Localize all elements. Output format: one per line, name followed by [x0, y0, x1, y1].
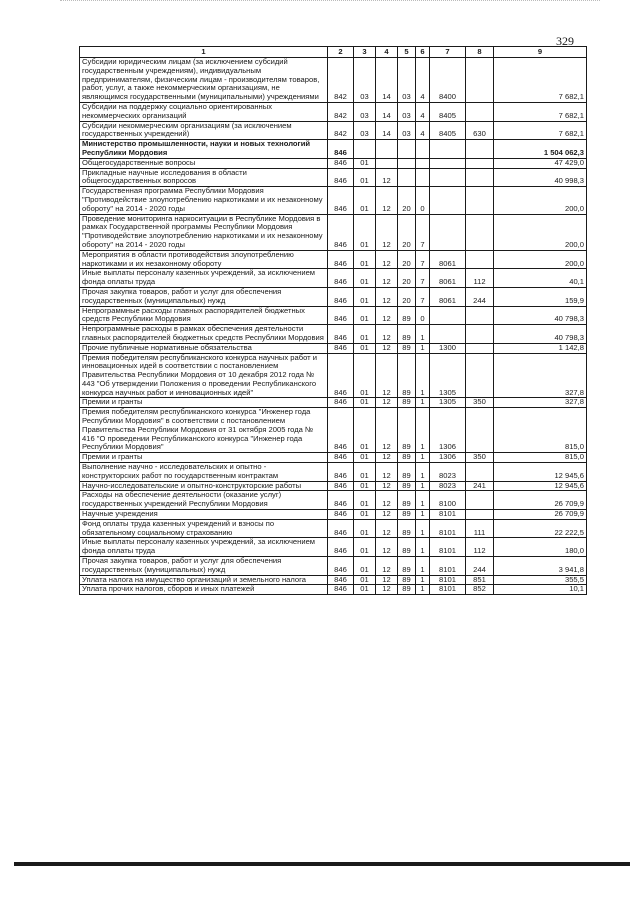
cell-admin-code: 846 [328, 214, 354, 250]
cell-item-name: Субсидии некоммерческим организациям (за исключением государственных учреждений) [80, 121, 328, 140]
cell-section-code: 01 [354, 269, 376, 288]
page-number: 329 [556, 34, 574, 48]
budget-table [79, 46, 587, 595]
cell-amount: 200,0 [494, 250, 587, 269]
cell-subsection-code: 12 [376, 453, 398, 463]
cell-item-name: Общегосударственные вопросы [80, 158, 328, 168]
cell-admin-code: 846 [328, 519, 354, 538]
cell-admin-code: 846 [328, 140, 354, 159]
cell-amount: 40,1 [494, 269, 587, 288]
cell-program-code: 89 [398, 519, 416, 538]
cell-amount: 200,0 [494, 214, 587, 250]
cell-admin-code: 846 [328, 463, 354, 482]
cell-admin-code: 846 [328, 585, 354, 595]
cell-target-code [430, 325, 466, 344]
cell-admin-code: 846 [328, 269, 354, 288]
cell-subsection-code: 12 [376, 491, 398, 510]
cell-amount: 12 945,6 [494, 481, 587, 491]
cell-section-code: 01 [354, 538, 376, 557]
cell-target-code: 8101 [430, 557, 466, 576]
cell-subsection-code: 12 [376, 575, 398, 585]
cell-item-name: Премии и гранты [80, 398, 328, 408]
cell-admin-code: 846 [328, 250, 354, 269]
cell-admin-code: 846 [328, 168, 354, 187]
cell-admin-code: 846 [328, 453, 354, 463]
cell-admin-code: 842 [328, 121, 354, 140]
cell-subprogram-code: 1 [416, 519, 430, 538]
cell-expense-type [466, 158, 494, 168]
cell-expense-type [466, 58, 494, 103]
table-row [80, 481, 587, 491]
cell-section-code: 01 [354, 481, 376, 491]
col-header-8: 8 [466, 47, 494, 58]
cell-subsection-code: 12 [376, 510, 398, 520]
cell-section-code: 01 [354, 575, 376, 585]
cell-item-name: Научно-исследовательские и опытно-конструкторские работы [80, 481, 328, 491]
cell-expense-type: 350 [466, 453, 494, 463]
cell-target-code: 8101 [430, 585, 466, 595]
cell-program-code: 20 [398, 214, 416, 250]
cell-subprogram-code: 1 [416, 343, 430, 353]
cell-subprogram-code: 1 [416, 353, 430, 398]
cell-section-code: 01 [354, 557, 376, 576]
cell-subsection-code: 12 [376, 481, 398, 491]
cell-program-code: 20 [398, 187, 416, 214]
cell-amount: 200,0 [494, 187, 587, 214]
cell-subsection-code: 12 [376, 585, 398, 595]
cell-admin-code: 842 [328, 102, 354, 121]
table-row [80, 510, 587, 520]
cell-program-code: 89 [398, 510, 416, 520]
table-header-row [80, 47, 587, 58]
cell-expense-type [466, 343, 494, 353]
cell-expense-type [466, 491, 494, 510]
cell-item-name: Иные выплаты персоналу казенных учреждений, за исключением фонда оплаты труда [80, 538, 328, 557]
cell-subsection-code: 12 [376, 463, 398, 482]
cell-admin-code: 846 [328, 187, 354, 214]
cell-expense-type: 112 [466, 269, 494, 288]
cell-amount: 40 798,3 [494, 325, 587, 344]
cell-admin-code: 846 [328, 557, 354, 576]
cell-target-code: 8023 [430, 463, 466, 482]
cell-amount: 3 941,8 [494, 557, 587, 576]
table-row [80, 269, 587, 288]
cell-section-code: 01 [354, 353, 376, 398]
cell-section-code: 01 [354, 325, 376, 344]
col-header-6: 6 [416, 47, 430, 58]
cell-item-name: Научные учреждения [80, 510, 328, 520]
cell-target-code: 8101 [430, 519, 466, 538]
cell-expense-type [466, 408, 494, 453]
cell-admin-code: 846 [328, 408, 354, 453]
cell-subprogram-code: 1 [416, 463, 430, 482]
cell-subsection-code: 12 [376, 250, 398, 269]
cell-item-name: Субсидии на поддержку социально ориентированных некоммерческих организаций [80, 102, 328, 121]
cell-program-code: 89 [398, 575, 416, 585]
cell-admin-code: 846 [328, 325, 354, 344]
cell-target-code: 1306 [430, 408, 466, 453]
cell-target-code [430, 214, 466, 250]
cell-item-name: Премия победителям республиканского конкурса "Инженер года Республики Мордовия" в соответствии с постановлением Правительства Республики Мордовия от 31 октября 2005 года № 416 "О проведении Республиканского конкурса "Инженер года Республики Мордовия" [80, 408, 328, 453]
cell-amount: 26 709,9 [494, 491, 587, 510]
cell-expense-type: 852 [466, 585, 494, 595]
cell-amount: 40 998,3 [494, 168, 587, 187]
cell-program-code: 89 [398, 343, 416, 353]
cell-program-code: 20 [398, 250, 416, 269]
cell-item-name: Проведение мониторинга наркоситуации в Республике Мордовия в рамках Государственной программы Республики Мордовия "Противодействие злоупотреблению наркотиками и их незаконному обороту" на 2014 - 2020 годы [80, 214, 328, 250]
cell-target-code: 8400 [430, 58, 466, 103]
cell-subprogram-code [416, 140, 430, 159]
table-row [80, 453, 587, 463]
table-row [80, 491, 587, 510]
cell-admin-code: 846 [328, 306, 354, 325]
cell-expense-type: 111 [466, 519, 494, 538]
cell-section-code: 01 [354, 214, 376, 250]
cell-subprogram-code: 7 [416, 250, 430, 269]
cell-subsection-code: 12 [376, 557, 398, 576]
cell-section-code: 01 [354, 250, 376, 269]
table-row [80, 250, 587, 269]
cell-section-code: 01 [354, 306, 376, 325]
cell-amount: 159,9 [494, 287, 587, 306]
cell-target-code [430, 140, 466, 159]
table-row [80, 325, 587, 344]
cell-expense-type [466, 510, 494, 520]
cell-subsection-code [376, 158, 398, 168]
cell-section-code: 01 [354, 519, 376, 538]
cell-program-code: 89 [398, 453, 416, 463]
cell-expense-type [466, 353, 494, 398]
cell-target-code: 8405 [430, 121, 466, 140]
table-row [80, 168, 587, 187]
cell-item-name: Прочие публичные нормативные обязательства [80, 343, 328, 353]
table-row [80, 408, 587, 453]
cell-subsection-code: 12 [376, 168, 398, 187]
table-row [80, 575, 587, 585]
cell-admin-code: 846 [328, 343, 354, 353]
cell-subsection-code: 12 [376, 287, 398, 306]
cell-subsection-code [376, 140, 398, 159]
cell-expense-type [466, 214, 494, 250]
cell-subprogram-code: 7 [416, 214, 430, 250]
cell-item-name: Прочая закупка товаров, работ и услуг для обеспечения государственных (муниципальных) нужд [80, 557, 328, 576]
cell-section-code [354, 140, 376, 159]
cell-subprogram-code: 0 [416, 187, 430, 214]
cell-target-code: 8061 [430, 269, 466, 288]
cell-subsection-code: 14 [376, 58, 398, 103]
cell-subsection-code: 12 [376, 325, 398, 344]
table-row [80, 463, 587, 482]
cell-amount: 327,8 [494, 398, 587, 408]
cell-subsection-code: 14 [376, 102, 398, 121]
cell-amount: 47 429,0 [494, 158, 587, 168]
cell-expense-type: 241 [466, 481, 494, 491]
cell-admin-code: 846 [328, 287, 354, 306]
cell-amount: 7 682,1 [494, 121, 587, 140]
cell-section-code: 01 [354, 463, 376, 482]
cell-item-name: Министерство промышленности, науки и новых технологий Республики Мордовия [80, 140, 328, 159]
cell-amount: 12 945,6 [494, 463, 587, 482]
cell-item-name: Непрограммные расходы в рамках обеспечения деятельности главных распорядителей бюджетных средств Республики Мордовия [80, 325, 328, 344]
cell-amount: 1 504 062,3 [494, 140, 587, 159]
cell-section-code: 03 [354, 102, 376, 121]
col-header-1: 1 [80, 47, 328, 58]
table-body [80, 58, 587, 595]
cell-expense-type: 630 [466, 121, 494, 140]
cell-subprogram-code: 1 [416, 408, 430, 453]
cell-target-code: 8101 [430, 575, 466, 585]
cell-target-code [430, 158, 466, 168]
cell-subprogram-code: 1 [416, 585, 430, 595]
col-header-2: 2 [328, 47, 354, 58]
col-header-4: 4 [376, 47, 398, 58]
cell-target-code [430, 187, 466, 214]
cell-subprogram-code: 1 [416, 510, 430, 520]
cell-section-code: 03 [354, 121, 376, 140]
cell-subprogram-code: 7 [416, 287, 430, 306]
table-row [80, 557, 587, 576]
cell-amount: 355,5 [494, 575, 587, 585]
scan-top-edge [60, 0, 600, 2]
cell-subprogram-code: 4 [416, 102, 430, 121]
cell-target-code: 8100 [430, 491, 466, 510]
cell-item-name: Уплата прочих налогов, сборов и иных платежей [80, 585, 328, 595]
cell-program-code: 03 [398, 58, 416, 103]
cell-subsection-code: 12 [376, 353, 398, 398]
cell-subsection-code: 14 [376, 121, 398, 140]
cell-target-code [430, 306, 466, 325]
cell-expense-type: 851 [466, 575, 494, 585]
cell-subsection-code: 12 [376, 269, 398, 288]
cell-amount: 327,8 [494, 353, 587, 398]
cell-program-code: 03 [398, 102, 416, 121]
cell-program-code: 89 [398, 557, 416, 576]
cell-program-code: 20 [398, 287, 416, 306]
cell-amount: 7 682,1 [494, 102, 587, 121]
cell-section-code: 01 [354, 585, 376, 595]
cell-subsection-code: 12 [376, 187, 398, 214]
cell-target-code [430, 168, 466, 187]
cell-subprogram-code: 1 [416, 325, 430, 344]
cell-item-name: Уплата налога на имущество организаций и земельного налога [80, 575, 328, 585]
cell-item-name: Непрограммные расходы главных распорядителей бюджетных средств Республики Мордовия [80, 306, 328, 325]
col-header-9: 9 [494, 47, 587, 58]
cell-expense-type [466, 325, 494, 344]
col-header-3: 3 [354, 47, 376, 58]
cell-item-name: Фонд оплаты труда казенных учреждений и взносы по обязательному социальному страхованию [80, 519, 328, 538]
cell-target-code: 8101 [430, 538, 466, 557]
cell-target-code: 1306 [430, 453, 466, 463]
cell-amount: 10,1 [494, 585, 587, 595]
cell-admin-code: 842 [328, 58, 354, 103]
cell-subsection-code: 12 [376, 538, 398, 557]
cell-target-code: 8061 [430, 250, 466, 269]
cell-expense-type [466, 140, 494, 159]
table-row [80, 398, 587, 408]
cell-target-code: 8061 [430, 287, 466, 306]
cell-program-code: 89 [398, 325, 416, 344]
cell-expense-type [466, 102, 494, 121]
cell-program-code: 89 [398, 538, 416, 557]
table-row [80, 306, 587, 325]
cell-section-code: 01 [354, 453, 376, 463]
col-header-7: 7 [430, 47, 466, 58]
cell-subprogram-code: 1 [416, 491, 430, 510]
cell-expense-type [466, 250, 494, 269]
cell-subprogram-code: 4 [416, 58, 430, 103]
cell-expense-type: 244 [466, 557, 494, 576]
cell-program-code: 89 [398, 463, 416, 482]
cell-subprogram-code: 4 [416, 121, 430, 140]
cell-expense-type: 244 [466, 287, 494, 306]
cell-admin-code: 846 [328, 481, 354, 491]
cell-subsection-code: 12 [376, 214, 398, 250]
cell-program-code [398, 168, 416, 187]
table-row [80, 585, 587, 595]
cell-subprogram-code: 1 [416, 557, 430, 576]
table-row [80, 140, 587, 159]
cell-program-code: 89 [398, 481, 416, 491]
table-row [80, 343, 587, 353]
cell-subprogram-code: 7 [416, 269, 430, 288]
cell-amount: 180,0 [494, 538, 587, 557]
cell-admin-code: 846 [328, 353, 354, 398]
cell-admin-code: 846 [328, 510, 354, 520]
cell-subprogram-code: 1 [416, 481, 430, 491]
cell-program-code: 89 [398, 398, 416, 408]
cell-subprogram-code [416, 168, 430, 187]
cell-expense-type: 112 [466, 538, 494, 557]
cell-target-code: 8023 [430, 481, 466, 491]
table-row [80, 519, 587, 538]
cell-item-name: Выполнение научно - исследовательских и опытно - конструкторских работ по государственным контрактам [80, 463, 328, 482]
cell-target-code: 8101 [430, 510, 466, 520]
cell-section-code: 01 [354, 491, 376, 510]
cell-amount: 26 709,9 [494, 510, 587, 520]
cell-section-code: 01 [354, 168, 376, 187]
cell-item-name: Мероприятия в области противодействия злоупотреблению наркотиками и их незаконному обороту [80, 250, 328, 269]
cell-program-code [398, 140, 416, 159]
cell-expense-type: 350 [466, 398, 494, 408]
cell-program-code: 03 [398, 121, 416, 140]
cell-item-name: Прикладные научные исследования в области общегосударственных вопросов [80, 168, 328, 187]
cell-item-name: Премии и гранты [80, 453, 328, 463]
cell-item-name: Прочая закупка товаров, работ и услуг для обеспечения государственных (муниципальных) нужд [80, 287, 328, 306]
cell-amount: 22 222,5 [494, 519, 587, 538]
cell-target-code: 1305 [430, 398, 466, 408]
cell-expense-type [466, 463, 494, 482]
cell-expense-type [466, 306, 494, 325]
cell-program-code: 89 [398, 408, 416, 453]
cell-program-code: 89 [398, 491, 416, 510]
scan-bottom-bar [14, 862, 630, 866]
cell-item-name: Государственная программа Республики Мордовия "Противодействие злоупотреблению наркотиками и их незаконному обороту" на 2014 - 2020 годы [80, 187, 328, 214]
cell-admin-code: 846 [328, 538, 354, 557]
cell-subprogram-code: 1 [416, 398, 430, 408]
cell-subprogram-code: 1 [416, 575, 430, 585]
cell-amount: 1 142,8 [494, 343, 587, 353]
cell-section-code: 01 [354, 158, 376, 168]
cell-subsection-code: 12 [376, 343, 398, 353]
cell-program-code: 89 [398, 306, 416, 325]
cell-subsection-code: 12 [376, 398, 398, 408]
cell-section-code: 03 [354, 58, 376, 103]
cell-program-code [398, 158, 416, 168]
cell-amount: 7 682,1 [494, 58, 587, 103]
cell-item-name: Субсидии юридическим лицам (за исключением субсидий государственным учреждениям), индивидуальным предпринимателям, физическим лицам - производителям товаров, работ, услуг, а также некоммерческим организациям, не являющимся государственными (муниципальными) учреждениями [80, 58, 328, 103]
cell-subsection-code: 12 [376, 408, 398, 453]
cell-program-code: 20 [398, 269, 416, 288]
cell-admin-code: 846 [328, 158, 354, 168]
cell-admin-code: 846 [328, 398, 354, 408]
table-row [80, 353, 587, 398]
cell-section-code: 01 [354, 187, 376, 214]
cell-item-name: Расходы на обеспечение деятельности (оказание услуг) государственных учреждений Республики Мордовия [80, 491, 328, 510]
cell-item-name: Иные выплаты персоналу казенных учреждений, за исключением фонда оплаты труда [80, 269, 328, 288]
cell-program-code: 89 [398, 353, 416, 398]
cell-subprogram-code: 0 [416, 306, 430, 325]
cell-section-code: 01 [354, 343, 376, 353]
table-row [80, 158, 587, 168]
cell-section-code: 01 [354, 510, 376, 520]
cell-subsection-code: 12 [376, 519, 398, 538]
cell-section-code: 01 [354, 408, 376, 453]
cell-amount: 40 798,3 [494, 306, 587, 325]
cell-expense-type [466, 168, 494, 187]
table-row [80, 121, 587, 140]
cell-expense-type [466, 187, 494, 214]
cell-subprogram-code [416, 158, 430, 168]
cell-admin-code: 846 [328, 575, 354, 585]
cell-amount: 815,0 [494, 453, 587, 463]
cell-target-code: 8405 [430, 102, 466, 121]
cell-subprogram-code: 1 [416, 538, 430, 557]
cell-subsection-code: 12 [376, 306, 398, 325]
cell-target-code: 1300 [430, 343, 466, 353]
table-row [80, 187, 587, 214]
cell-subprogram-code: 1 [416, 453, 430, 463]
col-header-5: 5 [398, 47, 416, 58]
cell-admin-code: 846 [328, 491, 354, 510]
table-row [80, 287, 587, 306]
table-row [80, 538, 587, 557]
cell-item-name: Премия победителям республиканского конкурса научных работ и инновационных идей в соответствии с постановлением Правительства Республики Мордовия от 10 декабря 2012 года № 443 "Об утверждении Положения о проведении Республиканского конкурса научных работ и инновационных идей" [80, 353, 328, 398]
table-row [80, 214, 587, 250]
cell-section-code: 01 [354, 287, 376, 306]
cell-target-code: 1305 [430, 353, 466, 398]
cell-section-code: 01 [354, 398, 376, 408]
cell-amount: 815,0 [494, 408, 587, 453]
cell-program-code: 89 [398, 585, 416, 595]
table-row [80, 58, 587, 103]
table-row [80, 102, 587, 121]
